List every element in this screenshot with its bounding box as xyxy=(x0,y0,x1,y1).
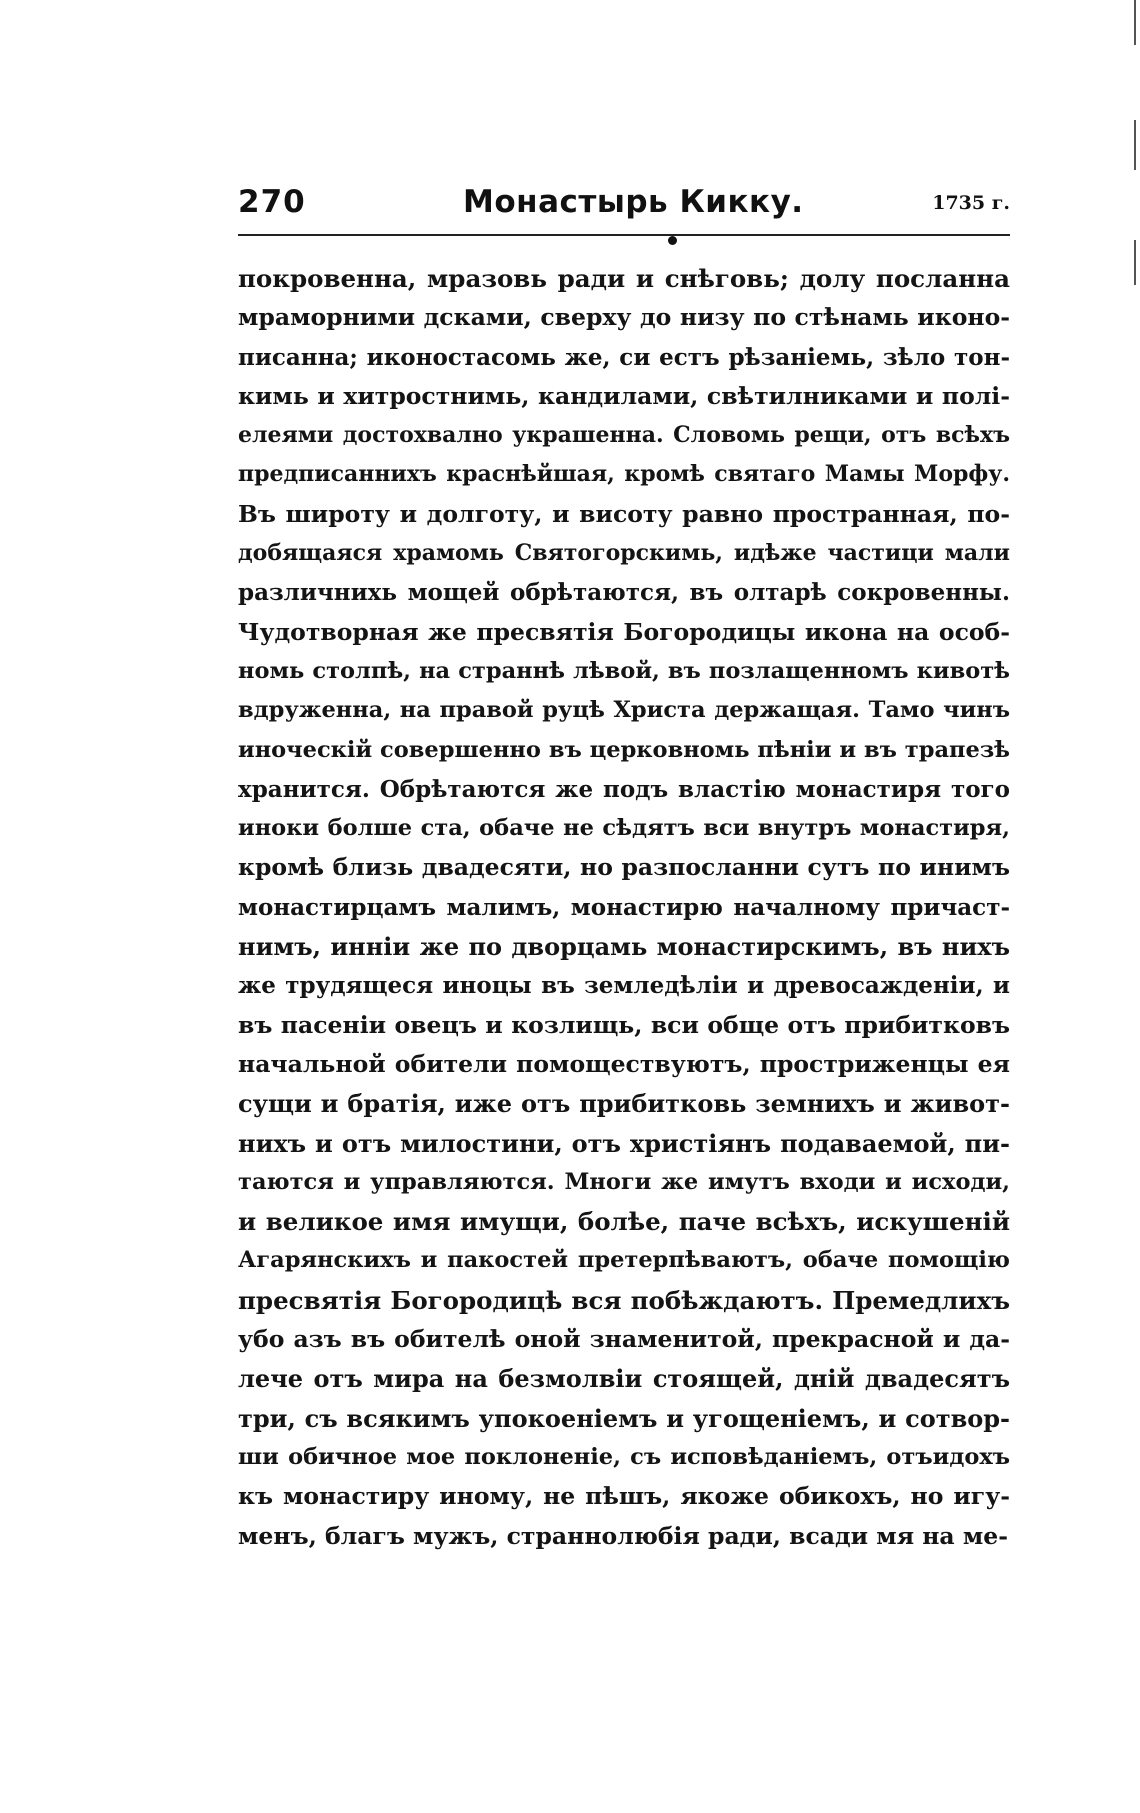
scan-edge-mark xyxy=(1134,120,1136,170)
text-line: добящаяся храмомь Святогорскимь, идѣже частици мали xyxy=(238,540,1010,567)
text-line: писанна; иконостасомь же, си естъ рѣзаніемь, зѣло тон- xyxy=(238,343,1010,371)
text-line: мраморними дсками, сверху до низу по стѣнамь иконо- xyxy=(238,303,1010,332)
text-line: же трудящеся иноцы въ земледѣліи и древосажденіи, и xyxy=(238,972,1010,1000)
text-line: вдруженна, на правой руцѣ Христа держащая. Тамо чинъ xyxy=(238,697,1010,724)
text-line: въ пасеніи овецъ и козлищь, вси обще отъ прибитковъ xyxy=(238,1010,1010,1039)
text-line: сущи и братія, иже отъ прибитковь земнихъ и живот- xyxy=(238,1089,1010,1119)
text-line: предписаннихъ краснѣйшая, кромѣ святаго Мамы Морфу. xyxy=(238,461,1010,488)
text-line: начальной обители помоществуютъ, простриженцы ея xyxy=(238,1049,1010,1078)
text-line: номь столпѣ, на страннѣ лѣвой, въ позлащенномъ кивотѣ xyxy=(238,657,1010,684)
text-line: таются и управляются. Многи же имутъ входи и исходи, xyxy=(238,1168,1010,1195)
text-line: менъ, благъ мужъ, страннолюбія ради, всади мя на ме- xyxy=(238,1521,1008,1550)
text-line: ши обичное мое поклоненіе, съ исповѣданіемъ, отъидохъ xyxy=(238,1443,1010,1470)
text-line: елеями достохвално украшенна. Словомь рещи, отъ всѣхъ xyxy=(238,422,1010,449)
text-line: нимъ, инніи же по дворцамь монастирскимъ, въ нихъ xyxy=(238,932,1010,962)
text-line: монастирцамъ малимъ, монастирю началному причаст- xyxy=(238,893,1010,921)
scan-edge-mark xyxy=(1134,240,1136,285)
running-title: Монастырь Кикку. xyxy=(463,184,804,220)
text-line: иноческій совершенно въ церковномь пѣніи и въ трапезѣ xyxy=(238,736,1010,763)
ornament-dot xyxy=(668,236,677,245)
text-line: кимь и хитростнимь, кандилами, свѣтилниками и полі- xyxy=(238,381,1010,410)
body-text xyxy=(238,259,1010,1556)
text-line: убо азъ въ обителѣ оной знаменитой, прекрасной и да- xyxy=(238,1325,1010,1354)
scan-edge-mark xyxy=(1134,0,1136,45)
running-header xyxy=(238,184,1010,224)
text-line: покровенна, мразовь ради и снѣговь; долу посланна xyxy=(238,264,1010,293)
text-line: лече отъ мира на безмолвіи стоящей, дній двадесятъ xyxy=(238,1364,1010,1394)
text-line: пресвятія Богородицѣ вся побѣждаютъ. Премедлихъ xyxy=(238,1285,1010,1315)
text-line: кромѣ близь двадесяти, но разпосланни сутъ по инимъ xyxy=(238,853,1010,882)
text-line: Агарянскихъ и пакостей претерпѣваютъ, обаче помощію xyxy=(238,1247,1010,1274)
header-rule xyxy=(238,234,1010,236)
text-line: Чудотворная же пресвятія Богородицы икона на особ- xyxy=(238,617,1010,646)
text-line: иноки болше ста, обаче не сѣдятъ вси внутръ монастиря, xyxy=(238,815,1010,842)
text-line: нихъ и отъ милостини, отъ христіянъ подаваемой, пи- xyxy=(238,1128,1010,1158)
text-line: три, съ всякимъ упокоеніемъ и угощеніемъ, и сотвор- xyxy=(238,1403,1010,1433)
year-label: 1735 г. xyxy=(932,192,1010,214)
page-number: 270 xyxy=(238,184,306,220)
text-line: различнихь мощей обрѣтаются, въ олтарѣ сокровенны. xyxy=(238,579,1010,607)
text-line: къ монастиру иному, не пѣшъ, якоже обикохъ, но игу- xyxy=(238,1482,1010,1511)
text-line: Въ широту и долготу, и висоту равно пространная, по- xyxy=(238,499,1010,528)
text-line: хранится. Обрѣтаются же подъ властію монастиря того xyxy=(238,775,1010,803)
text-line: и великое имя имущи, болѣе, паче всѣхъ, искушеній xyxy=(238,1207,1010,1237)
